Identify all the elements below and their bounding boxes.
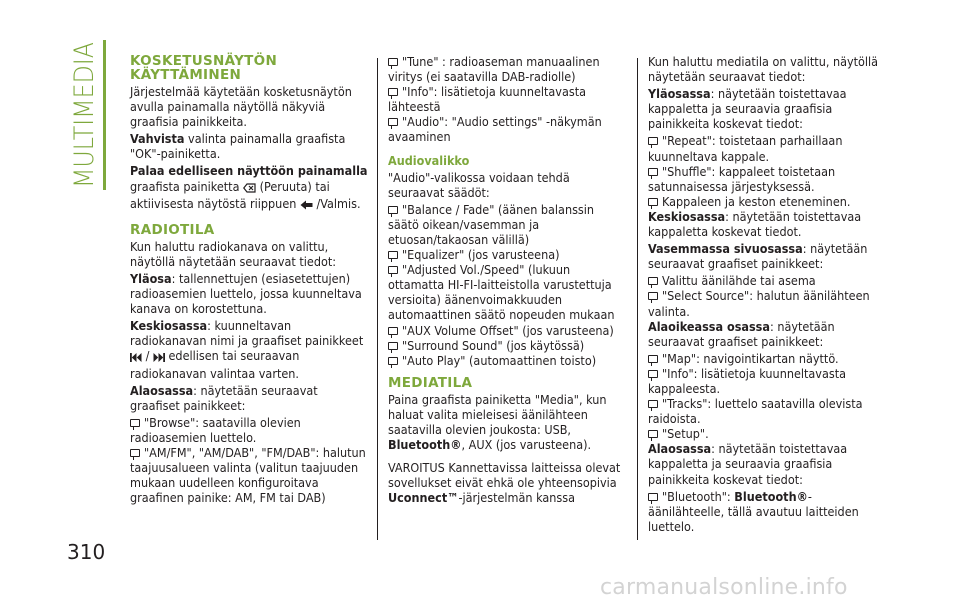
paragraph: Alaosassa: näytetään seuraavat graafiset painikkeet: <box>130 382 318 413</box>
column-divider <box>637 58 638 540</box>
bullet-icon <box>388 327 398 335</box>
bullet-icon <box>388 118 398 126</box>
paragraph: Keskiosassa: kuunneltavan radiokanavan nimi ja graafiset painikkeet / edellisen tai seuraavan radiokanavan valintaa varten. <box>130 318 364 381</box>
bullet-icon <box>648 430 658 438</box>
bullet-icon <box>388 58 398 66</box>
bullet-icon <box>648 198 658 206</box>
list-item: "Repeat": toistetaan parhaillaan kuunneltava kappale. <box>648 133 843 164</box>
previous-track-icon <box>130 350 142 365</box>
list-item: "Adjusted Vol./Speed" (lukuun ottamatta HI-FI-laitteistolla varustettuja versioita) äänenvoimakkuuden automaattinen säätö nopeuden mukaan <box>388 262 615 323</box>
heading-audio-menu: Audiovalikko <box>388 152 470 168</box>
bullet-icon <box>648 292 658 300</box>
bullet-icon <box>648 370 658 378</box>
bullet-icon <box>130 419 140 427</box>
column-divider <box>377 58 378 540</box>
list-item: "Audio": "Audio settings" -näkymän avaaminen <box>388 114 602 145</box>
page-number: 310 <box>67 540 106 564</box>
paragraph: Järjestelmää käytetään kosketusnäytön avulla painamalla näytöllä näkyviä graafisia painikkeita. <box>130 84 352 130</box>
column-1 <box>130 54 368 505</box>
bullet-icon <box>130 449 140 457</box>
bullet-icon <box>388 357 398 365</box>
watermark: carmanualsonline.info <box>600 575 848 600</box>
paragraph: Yläosassa: näytetään toistettavaa kappaletta ja seuraavia graafisia painikkeita koskevat tiedot: <box>648 86 847 132</box>
list-item: Kappaleen ja keston eteneminen. <box>648 194 886 209</box>
list-item: "Browse": saatavilla olevien radioasemien luettelo. <box>130 414 301 445</box>
list-item: "Select Source": halutun äänilähteen valinta. <box>648 288 870 319</box>
cancel-icon <box>243 181 256 196</box>
paragraph: Vasemmassa sivuosassa: näytetään seuraavat graafiset painikkeet: <box>648 241 868 272</box>
list-item: "AM/FM", "AM/DAB", "FM/DAB": halutun taajuusalueen valinta (valitun taajuuden mukaan uudelleen konfiguroitava graafinen painike: AM, FM tai DAB) <box>130 444 366 506</box>
list-item: Valittu äänilähde tai asema <box>648 273 886 288</box>
bullet-icon <box>388 88 398 96</box>
paragraph: Yläosa: tallennettujen (esiasetettujen) radioasemien luettelo, jossa kuunneltava kanava on korostettuna. <box>130 270 362 317</box>
bullet-icon <box>388 266 398 274</box>
column-3 <box>648 54 886 534</box>
chapter-rule <box>103 40 106 190</box>
chapter-title-text: MULTIMEDIA <box>69 40 100 188</box>
bullet-icon <box>648 277 658 285</box>
bullet-icon <box>388 342 398 350</box>
bullet-icon <box>648 168 658 176</box>
paragraph: Alaoikeassa osassa: näytetään seuraavat graafiset painikkeet: <box>648 318 835 349</box>
list-item: "AUX Volume Offset" (jos varusteena) <box>388 323 626 338</box>
paragraph: Palaa edelliseen näyttöön painamalla graafista painiketta (Peruuta) tai aktiivisesta näytöstä riippuen /Valmis. <box>130 163 368 212</box>
bullet-icon <box>388 251 398 259</box>
paragraph: "Audio"-valikossa voidaan tehdä seuraavat säädöt: <box>388 169 570 200</box>
list-item: "Setup". <box>648 426 886 441</box>
bullet-icon <box>648 355 658 363</box>
list-item: "Bluetooth": Bluetooth®-äänilähteelle, tällä avautuu laitteiden luettelo. <box>648 488 859 534</box>
column-2 <box>388 54 626 507</box>
paragraph: Alaosassa: näytetään toistettavaa kappaletta ja seuraavia graafisia painikkeita koskevat tiedot: <box>648 441 848 487</box>
list-item: "Map": navigointikartan näyttö. <box>648 351 886 366</box>
bullet-icon <box>388 206 398 214</box>
list-item: "Surround Sound" (jos käytössä) <box>388 338 626 353</box>
paragraph: Keskiosassa: näytetään toistettavaa kappaletta koskevat tiedot. <box>648 208 862 240</box>
bullet-icon <box>648 493 658 501</box>
list-item: "Info": lisätietoja kuunneltavasta lähteestä <box>388 84 586 115</box>
paragraph: Kun haluttu radiokanava on valittu, näytöllä näytetään seuraavat tiedot: <box>130 238 337 269</box>
bullet-icon <box>648 400 658 408</box>
list-item: "Auto Play" (automaattinen toisto) <box>388 353 626 368</box>
list-item: "Shuffle": kappaleet toistetaan satunnaisessa järjestyksessä. <box>648 163 836 194</box>
heading-touchscreen: KOSKETUSNÄYTÖN KÄYTTÄMINEN <box>130 53 278 83</box>
heading-radio: RADIOTILA <box>130 221 215 238</box>
warning-paragraph: VAROITUS Kannettavissa laitteissa olevat sovellukset eivät ehkä ole yhteensopivia Uconnect™-järjestelmän kanssa <box>388 460 621 506</box>
paragraph: Vahvista valinta painamalla graafista "OK"-painiketta. <box>130 131 346 162</box>
back-arrow-icon <box>300 198 313 213</box>
paragraph: Kun haluttu mediatila on valittu, näytöllä näytetään seuraavat tiedot: <box>648 54 879 85</box>
list-item: "Tracks": luettelo saatavilla olevista raidoista. <box>648 396 863 427</box>
bullet-icon <box>648 137 658 145</box>
list-item: "Balance / Fade" (äänen balanssin säätö oikean/vasemman ja etuosan/takaosan välillä) <box>388 201 595 247</box>
heading-media: MEDIATILA <box>388 374 473 391</box>
chapter-title <box>60 40 106 190</box>
list-item: "Info": lisätietoja kuunneltavasta kappaleesta. <box>648 365 846 396</box>
next-track-icon <box>153 350 165 365</box>
list-item: "Equalizer" (jos varusteena) <box>388 247 626 262</box>
list-item: "Tune" : radioaseman manuaalinen viritys (ei saatavilla DAB-radiolle) <box>388 54 600 85</box>
paragraph: Paina graafista painiketta "Media", kun haluat valita mieleisesi äänilähteen saatavilla olevien joukosta: USB, Bluetooth®, AUX (jos varusteena). <box>388 391 607 453</box>
